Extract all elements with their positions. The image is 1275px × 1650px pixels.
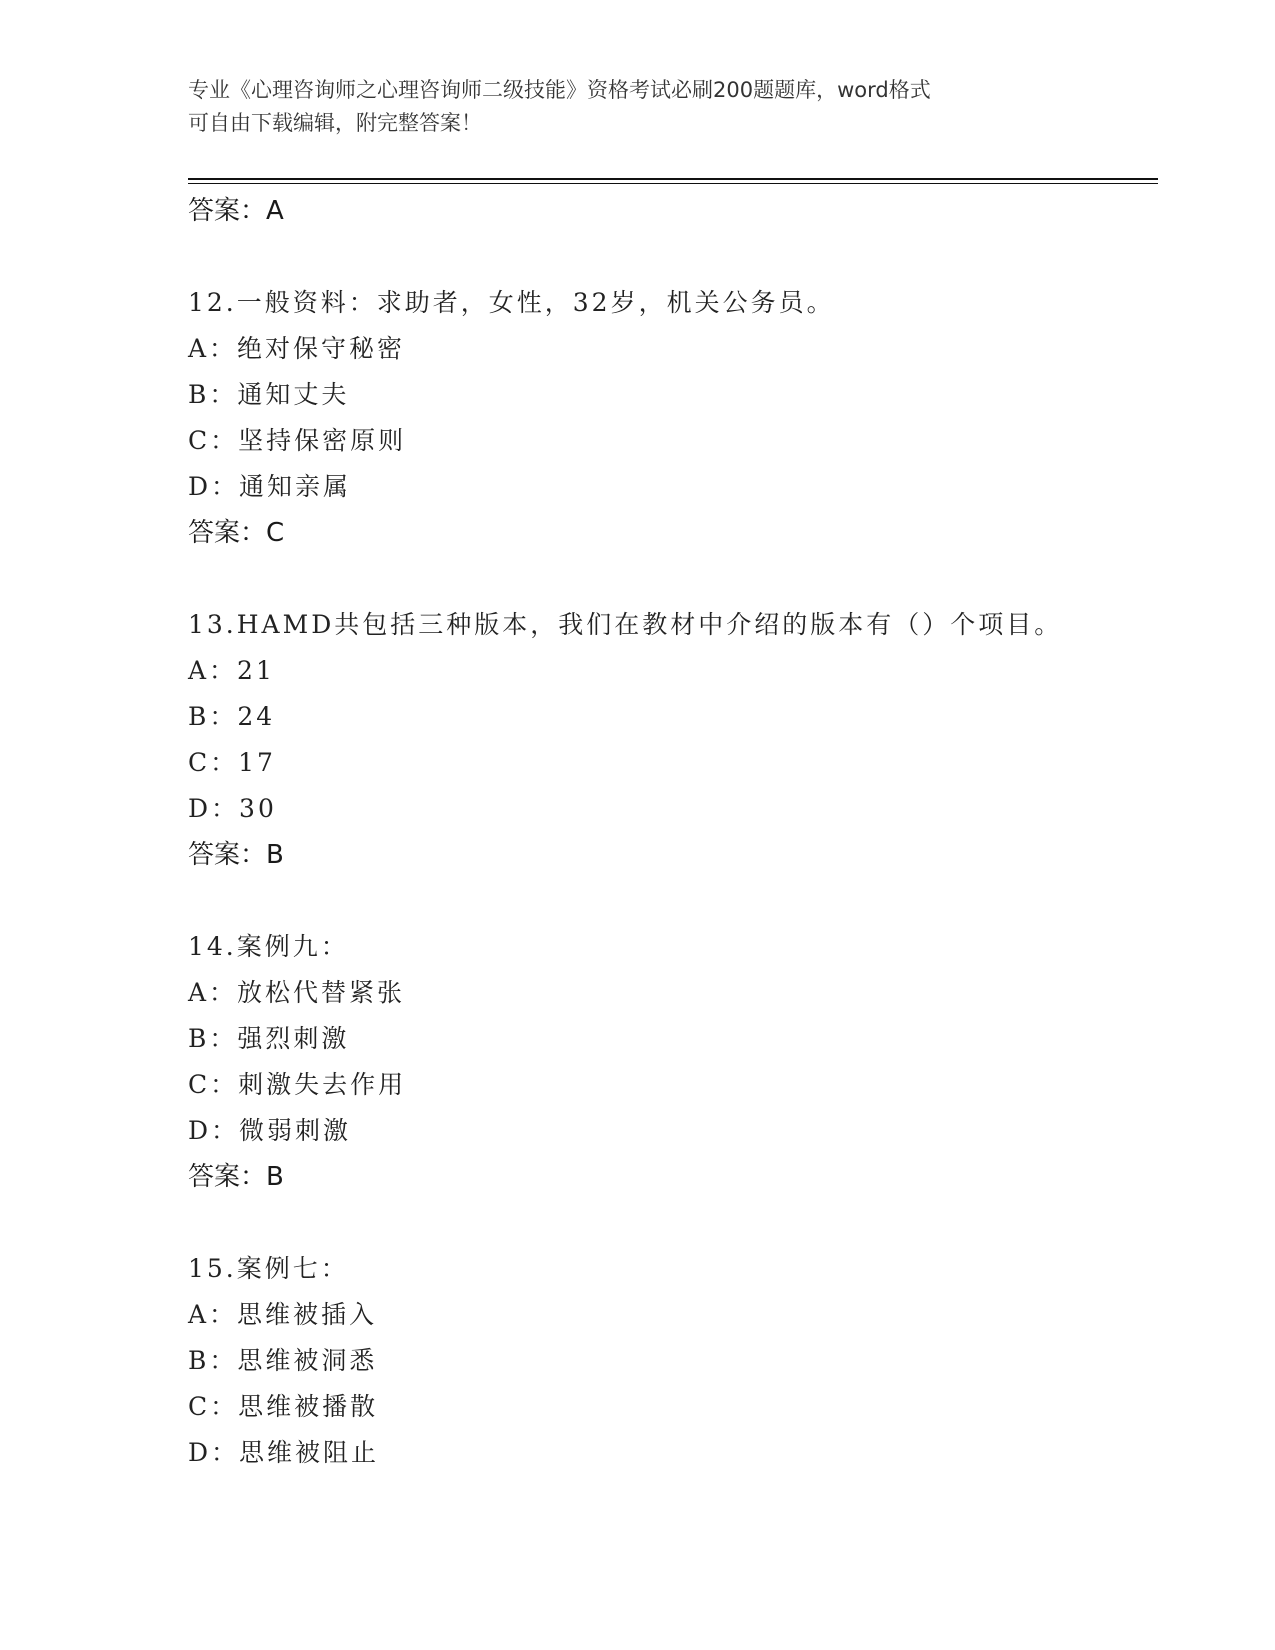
- question-stem: 15.案例七：: [188, 1254, 349, 1283]
- header-line-1: 专业《心理咨询师之心理咨询师二级技能》资格考试必刷200题题库，word格式: [188, 78, 931, 102]
- option-c: C：17: [188, 748, 276, 777]
- option-a: A：放松代替紧张: [188, 978, 406, 1007]
- option-d: D：通知亲属: [188, 472, 352, 501]
- question-answer: 答案：B: [188, 840, 284, 870]
- option-d: D：30: [188, 794, 277, 823]
- option-c: C：坚持保密原则: [188, 426, 407, 455]
- question-stem: 12.一般资料：求助者，女性，32岁，机关公务员。: [188, 288, 835, 317]
- question-14: [188, 924, 1148, 1200]
- option-b: B：强烈刺激: [188, 1024, 350, 1053]
- header-divider-thick: [188, 178, 1158, 180]
- question-15: [188, 1246, 1148, 1476]
- option-b: B：思维被洞悉: [188, 1346, 378, 1375]
- option-a: A：思维被插入: [188, 1300, 378, 1329]
- option-c: C：刺激失去作用: [188, 1070, 407, 1099]
- document-header: [188, 74, 1068, 140]
- question-list: [188, 188, 1148, 1476]
- question-12: [188, 280, 1148, 556]
- option-b: B：通知丈夫: [188, 380, 350, 409]
- option-c: C：思维被播散: [188, 1392, 379, 1421]
- question-13: [188, 602, 1148, 878]
- header-divider-thin: [188, 183, 1158, 184]
- question-stem: 14.案例九：: [188, 932, 349, 961]
- option-d: D：微弱刺激: [188, 1116, 352, 1145]
- question-stem: 13.HAMD共包括三种版本，我们在教材中介绍的版本有（）个项目。: [188, 610, 1063, 639]
- option-d: D：思维被阻止: [188, 1438, 380, 1467]
- option-b: B：24: [188, 702, 276, 731]
- previous-answer: 答案：A: [188, 196, 284, 226]
- option-a: A：21: [188, 656, 275, 685]
- question-answer: 答案：B: [188, 1162, 284, 1192]
- option-a: A：绝对保守秘密: [188, 334, 406, 363]
- header-line-2: 可自由下载编辑，附完整答案！: [188, 111, 482, 135]
- question-answer: 答案：C: [188, 518, 285, 548]
